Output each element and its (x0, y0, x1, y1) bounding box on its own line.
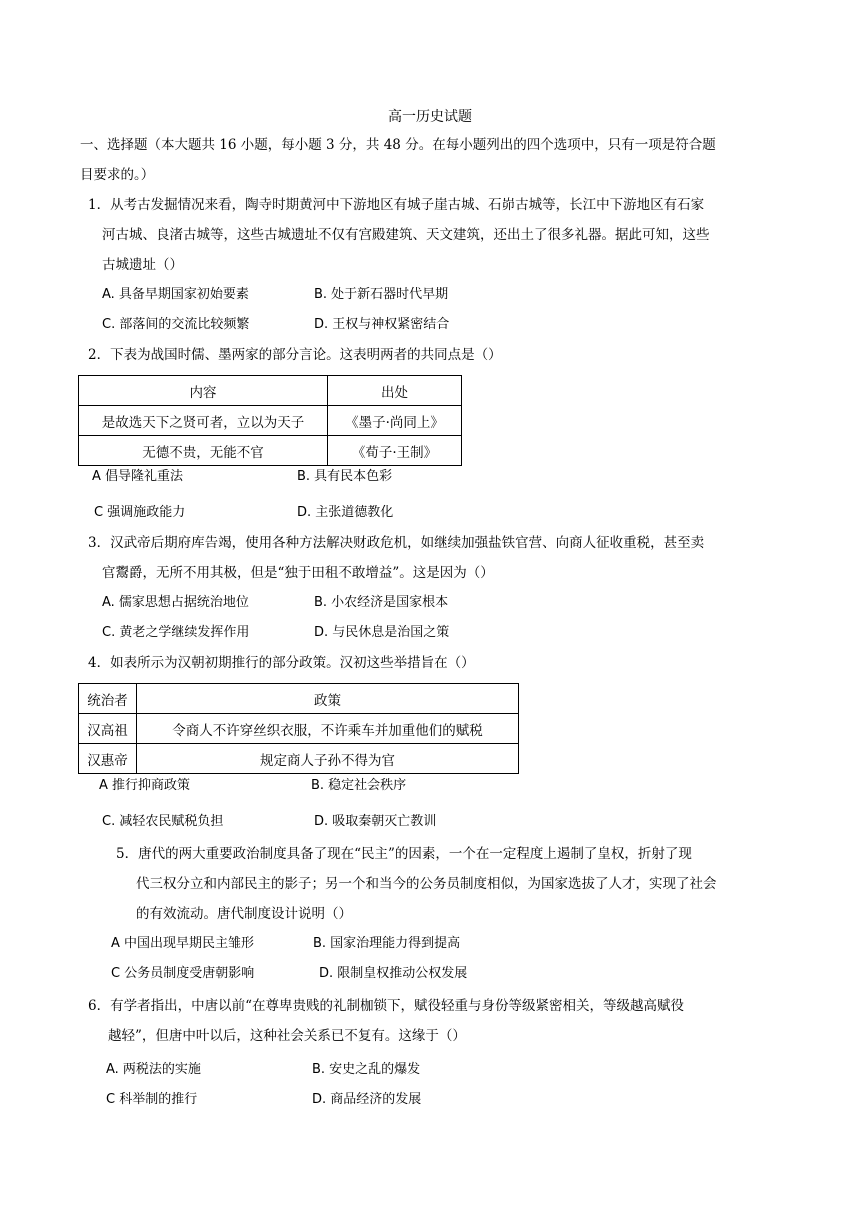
question-4-stem: 4．如表所示为汉朝初期推行的部分政策。汉初这些举措旨在（） (88, 655, 475, 671)
table-cell: 《荀子·王制》 (328, 436, 462, 466)
table-cell: 汉惠帝 (79, 744, 137, 774)
table-cell: 无德不贵，无能不官 (79, 436, 328, 466)
question-5-option-b[interactable]: B. 国家治理能力得到提高 (313, 936, 461, 951)
question-6-stem-line: 越轻”，但唐中叶以后，这种社会关系已不复有。这缘于（） (108, 1028, 466, 1044)
table-header-cell: 内容 (79, 376, 328, 406)
table-header-row (79, 684, 519, 714)
question-4-option-c[interactable]: C. 减轻农民赋税负担 (102, 814, 224, 829)
table-header-cell: 政策 (137, 684, 519, 714)
question-2-option-c[interactable]: C 强调施政能力 (94, 505, 186, 520)
question-4-table (78, 683, 519, 774)
table-header-cell: 统治者 (79, 684, 137, 714)
question-1-stem-line: 古城遗址（） (102, 257, 183, 273)
table-cell: 令商人不许穿丝织衣服，不许乘车并加重他们的赋税 (137, 714, 519, 744)
table-cell: 规定商人子孙不得为官 (137, 744, 519, 774)
question-1-stem-line: 1．从考古发掘情况来看，陶寺时期黄河中下游地区有城子崖古城、石峁古城等，长江中下游地区有石家 (88, 197, 705, 213)
question-1-option-b[interactable]: B. 处于新石器时代早期 (314, 287, 449, 302)
question-5-option-c[interactable]: C 公务员制度受唐朝影响 (111, 966, 255, 981)
question-4-option-a[interactable]: A 推行抑商政策 (99, 778, 191, 793)
table-header-row (79, 376, 462, 406)
table-row (79, 714, 519, 744)
table-header-cell: 出处 (328, 376, 462, 406)
question-3-option-d[interactable]: D. 与民休息是治国之策 (314, 625, 450, 640)
question-4-option-d[interactable]: D. 吸取秦朝灭亡教训 (314, 814, 437, 829)
question-3-stem-line: 官鬻爵，无所不用其极，但是“独于田租不敢增益”。这是因为（） (102, 565, 494, 581)
question-6-option-d[interactable]: D. 商品经济的发展 (312, 1092, 422, 1107)
question-1-option-a[interactable]: A. 具备早期国家初始要素 (102, 287, 249, 302)
question-5-stem-line: 5．唐代的两大重要政治制度具备了现在“民主”的因素，一个在一定程度上遏制了皇权，折射了现 (116, 846, 692, 862)
question-2-table (78, 375, 462, 466)
table-row (79, 436, 462, 466)
table-cell: 《墨子·尚同上》 (328, 406, 462, 436)
question-4-option-b[interactable]: B. 稳定社会秩序 (311, 778, 407, 793)
question-5-stem-line: 代三权分立和内部民主的影子；另一个和当今的公务员制度相似，为国家选拔了人才，实现了社会 (136, 876, 717, 892)
table-row (79, 744, 519, 774)
page-title: 高一历史试题 (388, 109, 472, 125)
section-heading-line-2: 目要求的。） (80, 167, 155, 183)
question-6-option-b[interactable]: B. 安史之乱的爆发 (312, 1062, 421, 1077)
question-2-stem: 2．下表为战国时儒、墨两家的部分言论。这表明两者的共同点是（） (88, 347, 502, 363)
question-3-stem-line: 3．汉武帝后期府库告竭，使用各种方法解决财政危机，如继续加强盐铁官营、向商人征收重税，甚至卖 (88, 535, 705, 551)
question-3-option-b[interactable]: B. 小农经济是国家根本 (314, 595, 449, 610)
question-5-option-d[interactable]: D. 限制皇权推动公权发展 (319, 966, 468, 981)
question-2-option-b[interactable]: B. 具有民本色彩 (297, 469, 393, 484)
question-1-option-d[interactable]: D. 王权与神权紧密结合 (314, 317, 450, 332)
table-cell: 汉高祖 (79, 714, 137, 744)
section-heading-line-1: 一、选择题（本大题共 16 小题，每小题 3 分，共 48 分。在每小题列出的四个选项中，只有一项是符合题 (80, 137, 716, 153)
question-1-stem-line: 河古城、良渚古城等，这些古城遗址不仅有宫殿建筑、天文建筑，还出土了很多礼器。据此可知，这些 (102, 227, 710, 243)
table-cell: 是故选天下之贤可者，立以为天子 (79, 406, 328, 436)
table-row (79, 406, 462, 436)
question-5-option-a[interactable]: A 中国出现早期民主雏形 (111, 936, 255, 951)
question-3-option-c[interactable]: C. 黄老之学继续发挥作用 (102, 625, 250, 640)
question-2-option-d[interactable]: D. 主张道德教化 (297, 505, 394, 520)
question-1-option-c[interactable]: C. 部落间的交流比较频繁 (102, 317, 250, 332)
question-2-option-a[interactable]: A 倡导隆礼重法 (92, 469, 184, 484)
question-3-option-a[interactable]: A. 儒家思想占据统治地位 (102, 595, 249, 610)
question-6-stem-line: 6．有学者指出，中唐以前“在尊卑贵贱的礼制枷锁下，赋役轻重与身份等级紧密相关，等级越高赋役 (88, 998, 684, 1014)
question-6-option-c[interactable]: C 科举制的推行 (106, 1092, 198, 1107)
question-6-option-a[interactable]: A. 两税法的实施 (106, 1062, 201, 1077)
question-5-stem-line: 的有效流动。唐代制度设计说明（） (136, 906, 352, 922)
